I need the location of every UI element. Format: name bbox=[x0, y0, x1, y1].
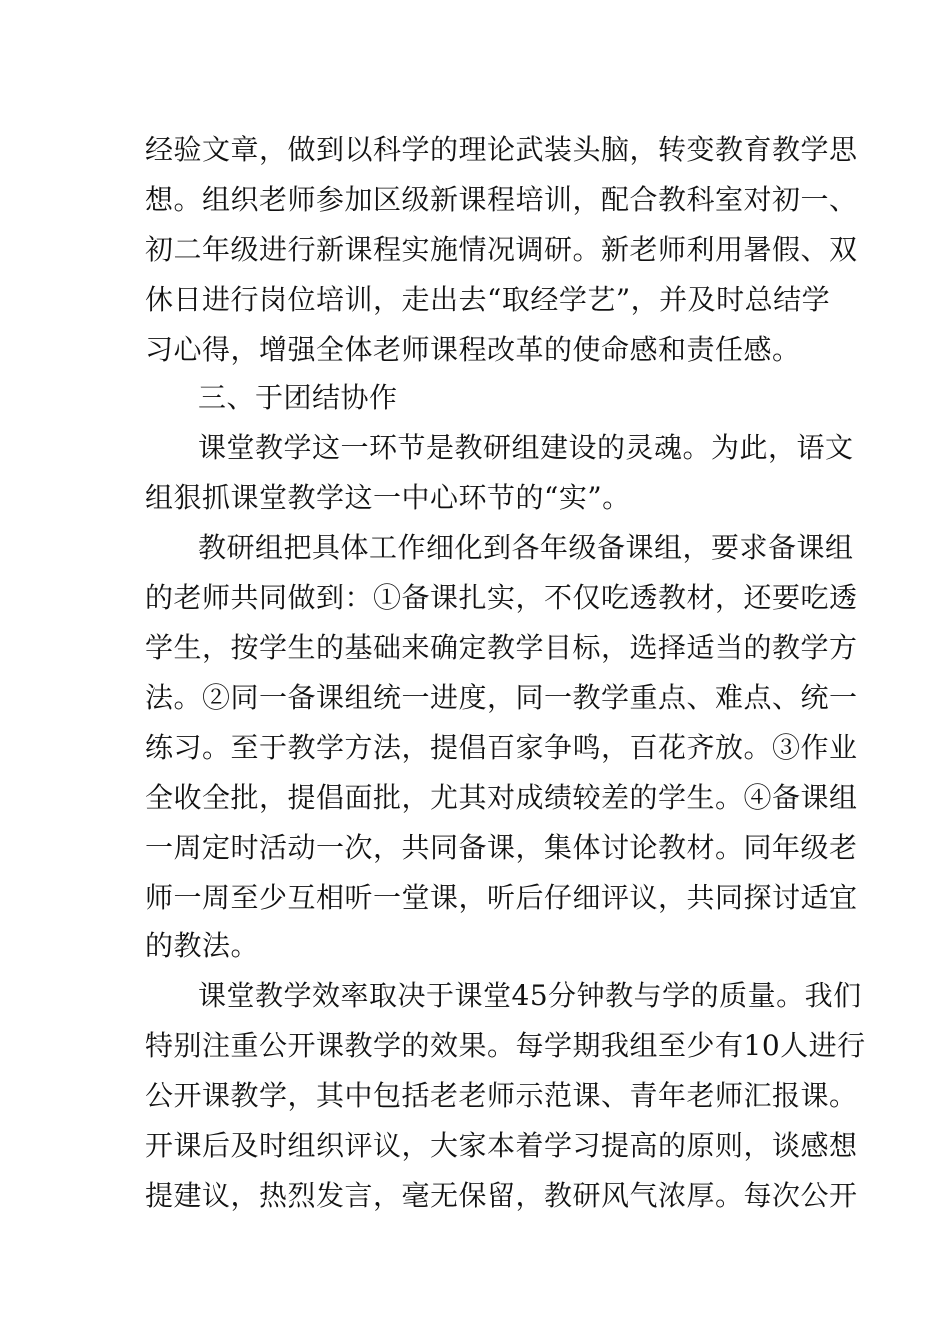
paragraph-line: 学生，按学生的基础来确定教学目标，选择适当的教学方 bbox=[145, 631, 858, 664]
paragraph-line: 习心得，增强全体老师课程改革的使命感和责任感。 bbox=[145, 333, 801, 366]
paragraph-line: 练习。至于教学方法，提倡百家争鸣，百花齐放。③作业 bbox=[145, 731, 858, 764]
paragraph-line: 师一周至少互相听一堂课，听后仔细评议，共同探讨适宜 bbox=[145, 881, 858, 914]
paragraph-line: 课堂教学这一环节是教研组建设的灵魂。为此，语文 bbox=[198, 431, 854, 464]
paragraph-line: 开课后及时组织评议，大家本着学习提高的原则，谈感想 bbox=[145, 1129, 858, 1162]
paragraph-line: 法。②同一备课组统一进度，同一教学重点、难点、统一 bbox=[145, 681, 858, 714]
paragraph-line: 的老师共同做到：①备课扎实，不仅吃透教材，还要吃透 bbox=[145, 581, 858, 614]
section-heading: 三、于团结协作 bbox=[198, 381, 398, 414]
paragraph-line: 初二年级进行新课程实施情况调研。新老师利用暑假、双 bbox=[145, 233, 858, 266]
paragraph-line: 全收全批，提倡面批，尤其对成绩较差的学生。④备课组 bbox=[145, 781, 858, 814]
paragraph-line: 的教法。 bbox=[145, 929, 260, 962]
paragraph-line: 特别注重公开课教学的效果。每学期我组至少有10人进行 bbox=[145, 1029, 866, 1062]
paragraph-line: 公开课教学，其中包括老老师示范课、青年老师汇报课。 bbox=[145, 1079, 858, 1112]
paragraph-line: 想。组织老师参加区级新课程培训，配合教科室对初一、 bbox=[145, 183, 858, 216]
paragraph-line: 提建议，热烈发言，毫无保留，教研风气浓厚。每次公开 bbox=[145, 1179, 858, 1212]
paragraph-line: 教研组把具体工作细化到各年级备课组，要求备课组 bbox=[198, 531, 854, 564]
paragraph-line: 经验文章，做到以科学的理论武装头脑，转变教育教学思 bbox=[145, 133, 858, 166]
paragraph-line: 课堂教学效率取决于课堂45分钟教与学的质量。我们 bbox=[198, 979, 862, 1012]
paragraph-line: 一周定时活动一次，共同备课，集体讨论教材。同年级老 bbox=[145, 831, 858, 864]
paragraph-line: 组狠抓课堂教学这一中心环节的“实”。 bbox=[145, 481, 631, 514]
paragraph-line: 休日进行岗位培训，走出去“取经学艺”，并及时总结学 bbox=[145, 283, 831, 316]
